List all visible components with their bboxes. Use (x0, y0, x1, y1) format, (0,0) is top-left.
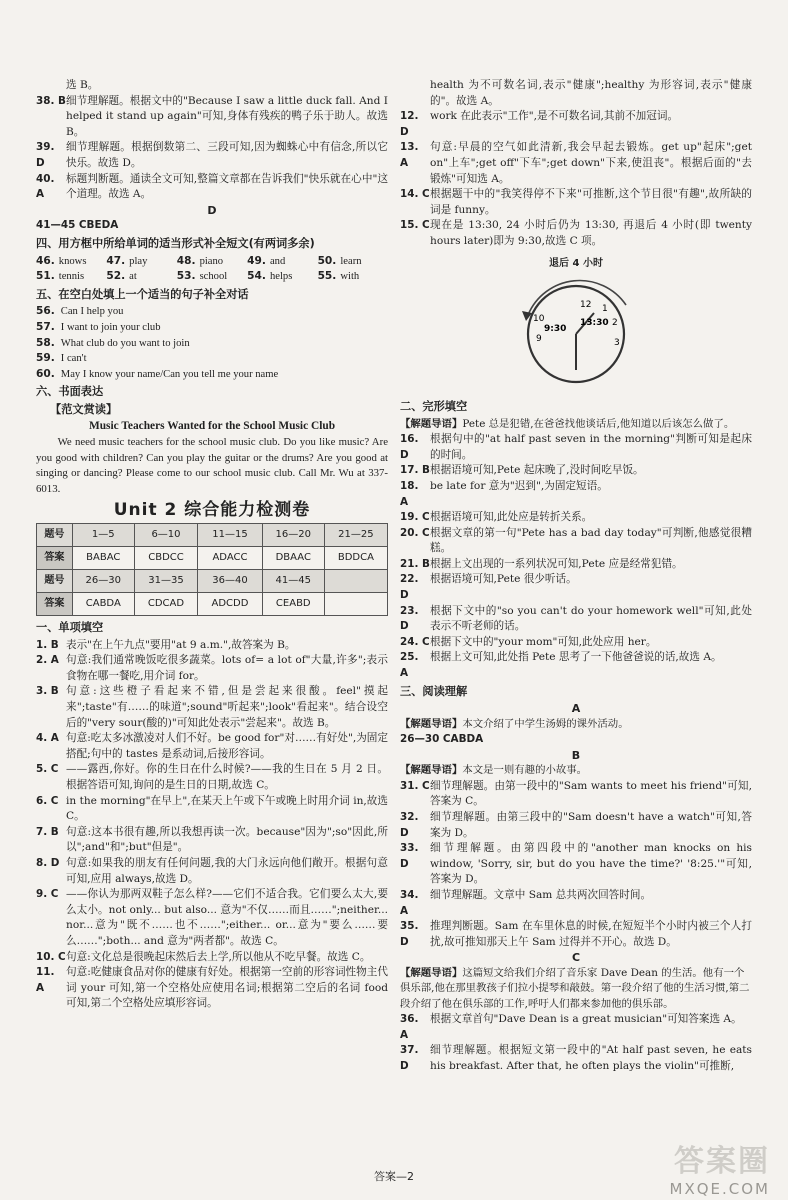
fill-number: 48. (176, 254, 196, 267)
section-b-heading: B (571, 748, 581, 762)
item-text: 句意:早晨的空气如此清新,我会早起去锻炼。get up"起床";get on"上车";get off"下车";get down"下来,使沮丧"。根据后面的"去锻炼"可知选 A。 (430, 141, 752, 185)
list-item (400, 526, 752, 557)
list-item (36, 172, 388, 203)
answer-table (36, 523, 388, 616)
fill-answer (106, 254, 176, 270)
list-item (400, 572, 752, 603)
list-item (400, 841, 752, 888)
item-number: 8. D (36, 856, 60, 869)
item-number: 19. C (400, 511, 430, 524)
fill-number: 52. (106, 270, 126, 283)
fill-word: helps (269, 271, 293, 283)
item-number: 2. A (36, 654, 59, 667)
fill-number: 54. (247, 270, 266, 283)
c-guide (400, 966, 752, 1012)
clock-time-930: 9:30 (544, 324, 567, 335)
part2-title: 二、完形填空 (400, 400, 468, 414)
item-text: 细节理解题。根据倒数第二、三段可知,因为蜘蛛心中有信念,所以它快乐。故选 D。 (66, 141, 388, 169)
item-number: 37. D (400, 1044, 419, 1072)
item-number: 16. D (400, 433, 419, 461)
fill-word: knows (58, 255, 87, 267)
dialog-text: Can I help you (60, 306, 124, 318)
list-item (400, 432, 752, 463)
fill-row-2 (36, 269, 388, 285)
table-header-cell: 36—40 (198, 570, 263, 593)
table-cell: BABAC (72, 547, 134, 570)
item-number: 9. C (36, 888, 59, 901)
list-item (36, 762, 388, 793)
table-cell: CBDCC (134, 547, 197, 570)
watermark-small: MXQE.COM (669, 1180, 770, 1198)
item-text: 句意:这本书很有趣,所以我想再读一次。because"因为";so"因此,所以";and"和";but"但是"。 (66, 825, 388, 854)
item-text: ——露西,你好。你的生日在什么时候?——我的生日在 5 月 2 日。根据答语可知,询问的是生日的日期,故选 C。 (66, 763, 388, 791)
dialog-text: I want to join your club (60, 321, 161, 333)
table-header-cell: 6—10 (134, 524, 197, 547)
fill-answer (36, 254, 106, 270)
item-number: 23. D (400, 604, 419, 633)
list-item (400, 557, 752, 573)
dialog-text: What club do you want to join (60, 337, 190, 349)
dialog-line (36, 320, 388, 336)
item-text: 标题判断题。通读全文可知,整篇文章都在告诉我们"快乐就在心中"这个道理。故选 A。 (66, 172, 388, 201)
item-text: 根据题干中的"我笑得停不下来"可推断,这个节目很"有趣",故所缺的词是 funny。 (430, 188, 752, 216)
fill-word: tennis (58, 271, 85, 283)
fill-row-1 (36, 254, 388, 270)
item-number: 20. C (400, 526, 430, 539)
list-item (400, 604, 752, 635)
fill-word: learn (340, 255, 362, 267)
item-number (400, 78, 430, 109)
cloze-items (400, 432, 752, 682)
list-item (36, 94, 388, 141)
dialog-number: 57. (36, 320, 55, 333)
item-text: in the morning"在早上",在某天上午或下午或晚上时用介词 in,故选 C。 (66, 794, 388, 823)
table-header-cell: 11—15 (198, 524, 263, 547)
right-top-items (400, 78, 752, 250)
item-text: 句意:吃太多冰激凌对人们不好。be good for"对……有好处",为固定搭配;句中的 tastes 是系动词,后接形容词。 (66, 732, 388, 760)
table-row (37, 524, 388, 547)
table-cell (324, 593, 387, 616)
table-row-label: 答案 (37, 547, 73, 570)
item-text: 句意:吃健康食品对你的健康有好处。根据第一空前的形容词性物主代词 your 可知,第一个空格处应使用名词;根据第二空后的名词 food 可知,第二个空格处应填形容词。 (66, 966, 388, 1010)
item-text: 句意:我们通常晚饭吃很多蔬菜。lots of= a lot of"大量,许多";表示食物在哪一餐吃,用介词 for。 (66, 654, 388, 682)
item-text: ——你认为那两双鞋子怎么样?——它们不适合我。它们要么太大,要么太小。not only... but also... 意为"不仅……而且……";neither... nor...意为"既不……也不……";either... or...意为"要么……要么……";both... and 意为"两者都"。故选 C。 (66, 888, 388, 947)
table-row-label: 答案 (37, 593, 73, 616)
item-text: 根据上文出现的一系列状况可知,Pete 应是经常犯错。 (430, 557, 683, 570)
clock-diagram (476, 275, 676, 393)
dialog-number: 60. (36, 367, 55, 380)
watermark-big: 答案圈 (674, 1144, 770, 1179)
list-item (36, 653, 388, 684)
fill-answer (318, 269, 388, 285)
dialog-text: May I know your name/Can you tell me your name (60, 368, 279, 380)
item-text: 细节理解题。由第四段中的"another man knocks on his window, 'Sorry, sir, but do you have the time?' '8:25.'"可知,答案为 D。 (430, 842, 752, 886)
list-item (36, 887, 388, 949)
list-item (400, 635, 752, 651)
a-guide-label: 【解题导语】 (400, 717, 463, 730)
item-number: 6. C (36, 794, 59, 807)
fill-number: 53. (176, 270, 196, 283)
list-item (36, 825, 388, 856)
b-guide-text: 本文是一则有趣的小故事。 (462, 764, 588, 777)
fill-word: piano (199, 255, 224, 267)
part6-title: 六、书面表达 (36, 385, 104, 399)
item-text: 根据文章首句"Dave Dean is a great musician"可知答案选 A。 (430, 1013, 742, 1026)
fill-answer (247, 269, 317, 285)
item-number: 13. A (400, 141, 419, 169)
item-text: health 为不可数名词,表示"健康";healthy 为形容词,表示"健康的"。故选 A。 (430, 79, 752, 107)
dialog-line (36, 367, 388, 383)
table-header-cell (324, 570, 387, 593)
item-text: 根据文章的第一句"Pete has a bad day today"可判断,他感觉很糟糕。 (430, 526, 752, 555)
fill-word: with (340, 271, 360, 283)
part1-title: 一、单项填空 (36, 621, 104, 635)
clock-caption: 退后 4 小时 (549, 257, 603, 269)
table-cell: CDCAD (134, 593, 197, 616)
table-cell: ADCDD (198, 593, 263, 616)
clock-time-1330: 13:30 (580, 318, 609, 329)
model-label: 【范文赏读】 (50, 402, 118, 416)
table-row (37, 570, 388, 593)
item-text: 根据语境可知,此处应是转折关系。 (430, 511, 593, 524)
table-cell: CEABD (262, 593, 324, 616)
item-number: 7. B (36, 825, 59, 838)
section-d-heading: D (207, 203, 217, 217)
fill-number: 47. (106, 254, 126, 267)
item-number (36, 78, 66, 94)
right-column (400, 78, 752, 1075)
item-number: 3. B (36, 685, 59, 698)
c-guide-text: 这篇短文给我们介绍了音乐家 Dave Dean 的生活。他有一个俱乐部,他在那里教孩子们拉小提琴和敲鼓。第一段介绍了他的生活习惯,第二段介绍了他在俱乐部的工作,呼吁人们都来参加他的俱乐部。 (400, 966, 750, 1010)
fill-number: 50. (317, 254, 337, 267)
item-number: 33. D (400, 842, 419, 870)
item-number: 36. A (400, 1013, 419, 1041)
fill-number: 51. (36, 270, 55, 283)
part5-title: 五、在空白处填上一个适当的句子补全对话 (36, 287, 249, 301)
item-number: 22. D (400, 573, 419, 602)
list-item (36, 856, 388, 887)
essay-text: We need music teachers for the school music club. Do you like music? Are you good with children? Can you play the guitar or the drums? Are you good at singing or dancing? Please come to our school music club. Call Mr. Wu at 337-6013. (36, 436, 388, 495)
clock-label-2: 2 (612, 318, 618, 329)
left-column (36, 78, 388, 1012)
list-item (400, 218, 752, 249)
item-number: 11. A (36, 966, 55, 994)
cloze-guide-label: 【解题导语】 (400, 417, 463, 430)
item-text: 根据上文可知,此处指 Pete 思考了一下他爸爸说的话,故选 A。 (430, 651, 722, 664)
item-text: 推理判断题。Sam 在车里休息的时候,在短短半个小时内被三个人打扰,故可推知那天上午 Sam 过得并不开心。故选 D。 (430, 920, 752, 948)
item-number: 35. D (400, 920, 419, 948)
item-text: be late for 意为"迟到",为固定短语。 (430, 479, 608, 492)
item-text: 细节理解题。由第三段中的"Sam doesn't have a watch"可知,答案为 D。 (430, 811, 752, 839)
list-item (36, 950, 388, 966)
b-items (400, 779, 752, 951)
b-guide-label: 【解题导语】 (400, 764, 463, 777)
a-guide (400, 717, 752, 732)
item-number: 17. B (400, 464, 430, 477)
table-cell: BDDCA (324, 547, 387, 570)
item-number: 38. B (36, 94, 66, 107)
item-text: work 在此表示"工作",是不可数名词,其前不加冠词。 (430, 110, 679, 123)
dialog-answers (36, 304, 388, 382)
item-text: 选 B。 (66, 79, 99, 91)
fill-answer (247, 254, 317, 270)
table-header-cell: 31—35 (134, 570, 197, 593)
a-answers: 26—30 CABDA (400, 733, 484, 746)
item-number: 12. D (400, 110, 419, 138)
left-top-items (36, 78, 388, 203)
table-cell: CABDA (72, 593, 134, 616)
list-item (36, 731, 388, 762)
dialog-number: 58. (36, 336, 55, 349)
fill-answer (177, 269, 247, 285)
list-item (400, 1012, 752, 1043)
unit-title: Unit 2 综合能力检测卷 (113, 500, 311, 521)
fill-answer (36, 269, 106, 285)
list-item (400, 510, 752, 526)
dialog-line (36, 336, 388, 352)
fill-word: school (199, 271, 228, 283)
list-item (36, 794, 388, 825)
item-text: 句意:如果我的朋友有任何问题,我的大门永远向他们敞开。根据句意可知,应用 always,故选 D。 (66, 856, 388, 885)
list-item (36, 684, 388, 731)
list-item (36, 965, 388, 1012)
item-number: 14. C (400, 188, 430, 201)
list-item (400, 888, 752, 919)
list-item (400, 650, 752, 681)
fill-number: 49. (247, 254, 266, 267)
dialog-text: I can't (60, 353, 87, 365)
item-number: 15. C (400, 219, 430, 232)
fill-number: 55. (317, 270, 337, 283)
clock-label-3: 3 (614, 338, 620, 349)
fill-word: and (269, 255, 286, 267)
item-number: 21. B (400, 557, 430, 570)
table-row (37, 593, 388, 616)
item-number: 34. A (400, 888, 419, 917)
part4-title: 四、用方框中所给单词的适当形式补全短文(有两词多余) (36, 236, 315, 250)
table-cell: DBAAC (262, 547, 324, 570)
list-item (400, 187, 752, 218)
c-guide-label: 【解题导语】 (400, 966, 463, 979)
table-row-label: 题号 (37, 524, 73, 547)
cloze-guide-text: Pete 总是犯错,在爸爸找他谈话后,他知道以后该怎么做了。 (462, 417, 735, 430)
list-item (400, 779, 752, 810)
fill-number: 46. (36, 254, 55, 267)
item-text: 句意:这些橙子看起来不错,但是尝起来很酸。feel"摸起来";taste"有……的味道";sound"听起来";look"看起来"。结合设空后的"very sour(酸的)"可知此处表示"尝起来"。故选 B。 (66, 685, 388, 729)
list-item (400, 810, 752, 841)
item-text: 现在是 13:30, 24 小时后仍为 13:30, 再退后 4 小时(即 twenty hours later)即为 9:30,故选 C 项。 (430, 219, 752, 247)
list-item (400, 140, 752, 187)
table-header-cell: 16—20 (262, 524, 324, 547)
list-item (400, 109, 752, 140)
clock-label-1: 1 (602, 304, 608, 315)
item-text: 根据语境可知,Pete 起床晚了,没时间吃早饭。 (430, 464, 644, 477)
clock-label-10: 10 (533, 314, 545, 325)
item-number: 25. A (400, 651, 419, 680)
item-number: 24. C (400, 635, 430, 648)
table-header-cell: 21—25 (324, 524, 387, 547)
d-answers: 41—45 CBEDA (36, 219, 119, 232)
dialog-line (36, 351, 388, 367)
fill-answer (318, 254, 388, 270)
list-item (400, 1043, 752, 1074)
item-number: 40. A (36, 172, 55, 201)
item-number: 32. D (400, 811, 419, 839)
part3-title: 三、阅读理解 (400, 684, 468, 698)
item-number: 39. D (36, 141, 55, 169)
list-item (400, 919, 752, 950)
essay-title: Music Teachers Wanted for the School Music Club (88, 420, 336, 433)
item-text: 根据下文中的"your mom"可知,此处应用 her。 (430, 635, 657, 648)
list-item (400, 479, 752, 510)
item-text: 句意:文化总是很晚起床然后去上学,所以他从不吃早餐。故选 C。 (66, 950, 371, 963)
item-number: 4. A (36, 732, 59, 745)
b-guide (400, 763, 752, 778)
fill-answer (177, 254, 247, 270)
item-number: 5. C (36, 763, 59, 776)
table-cell: ADACC (198, 547, 263, 570)
item-text: 细节理解题。由第一段中的"Sam wants to meet his friend"可知,答案为 C。 (430, 779, 752, 808)
watermark-logo (670, 1136, 771, 1198)
page-footer: 答案—2 (374, 1170, 414, 1183)
cloze-guide (400, 417, 752, 432)
c-items (400, 1012, 752, 1074)
item-text: 表示"在上午九点"要用"at 9 a.m.",故答案为 B。 (66, 638, 296, 651)
section-c-heading: C (571, 951, 581, 965)
list-item (400, 463, 752, 479)
section-a-heading: A (571, 702, 581, 716)
list-item (400, 78, 752, 109)
list-item (36, 78, 388, 94)
table-header-cell: 41—45 (262, 570, 324, 593)
fill-answer (106, 269, 176, 285)
item-text: 根据下文中的"so you can't do your homework well"可知,此处表示不听老师的话。 (430, 604, 752, 633)
left-bottom-items (36, 638, 388, 1012)
fill-word: play (129, 255, 148, 267)
table-row-label: 题号 (37, 570, 73, 593)
table-header-cell: 1—5 (72, 524, 134, 547)
a-guide-text: 本文介绍了中学生汤姆的课外活动。 (462, 717, 629, 730)
item-text: 细节理解题。根据短文第一段中的"At half past seven, he eats his breakfast. After that, he often plays the violin"可推断, (430, 1044, 752, 1072)
dialog-line (36, 304, 388, 320)
fill-word: at (129, 271, 137, 283)
table-header-cell: 26—30 (72, 570, 134, 593)
item-number: 18. A (400, 479, 419, 508)
item-number: 10. C (36, 950, 66, 963)
clock-label-9: 9 (536, 334, 542, 345)
item-text: 根据语境可知,Pete 很少听话。 (430, 573, 577, 586)
dialog-number: 56. (36, 305, 55, 318)
item-text: 细节理解题。文章中 Sam 总共两次回答时间。 (430, 888, 652, 901)
table-row (37, 547, 388, 570)
item-text: 根据句中的"at half past seven in the morning"判断可知是起床的时间。 (430, 433, 752, 461)
item-number: 31. C (400, 779, 430, 792)
dialog-number: 59. (36, 352, 55, 365)
list-item (36, 638, 388, 654)
clock-label-12: 12 (580, 300, 592, 311)
list-item (36, 140, 388, 171)
item-number: 1. B (36, 638, 59, 651)
item-text: 细节理解题。根据文中的"Because I saw a little duck fall. And I helped it stand up again"可知,身体有残疾的鸭子乐于助人。故选 B。 (66, 94, 388, 138)
